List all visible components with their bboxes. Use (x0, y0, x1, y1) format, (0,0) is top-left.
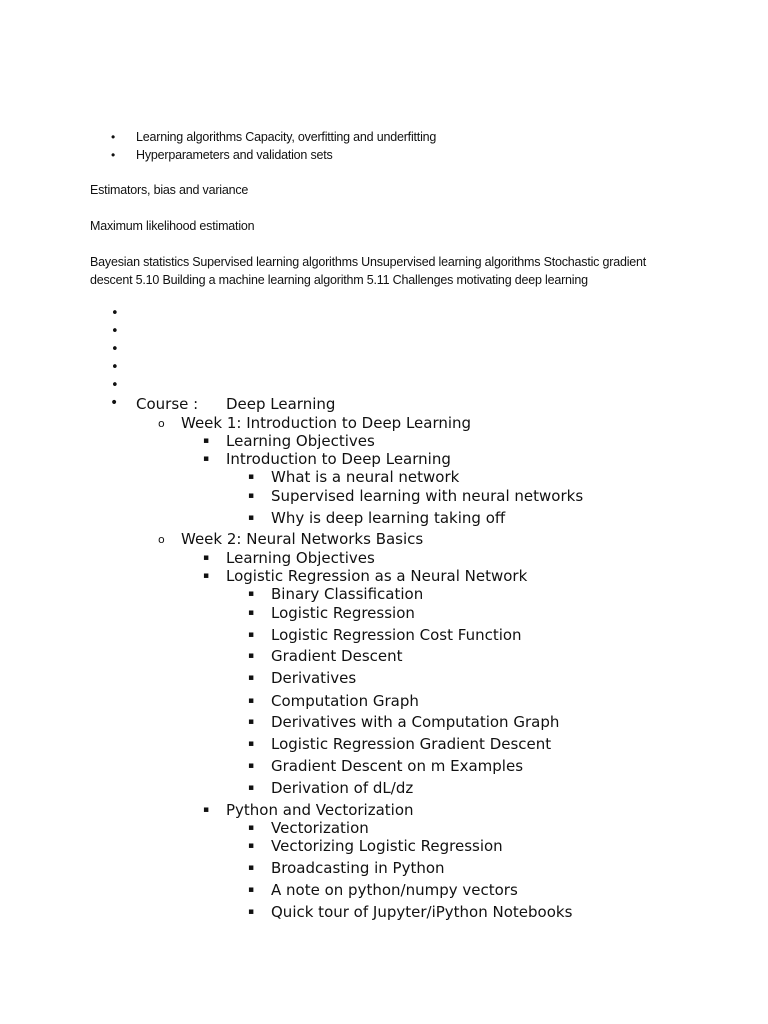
square-marker: ▪ (248, 841, 255, 851)
list-item-text: Quick tour of Jupyter/iPython Notebooks (271, 903, 573, 921)
square-marker: ▪ (248, 863, 255, 873)
square-marker: ▪ (248, 823, 255, 833)
square-marker: ▪ (203, 553, 210, 563)
square-marker: ▪ (248, 589, 255, 599)
square-marker: ▪ (248, 472, 255, 482)
empty-bullet: • (111, 378, 119, 393)
list-item-text: Vectorizing Logistic Regression (271, 837, 503, 855)
list-item-text: Logistic Regression Gradient Descent (271, 735, 552, 753)
square-marker: ▪ (203, 805, 210, 815)
list-item-text: What is a neural network (271, 468, 460, 486)
course-title: Deep Learning (226, 395, 336, 413)
top-bullet-list (0, 128, 768, 164)
square-marker: ▪ (248, 761, 255, 771)
square-marker: ▪ (248, 739, 255, 749)
list-item-text: Logistic Regression as a Neural Network (226, 567, 528, 585)
week-title: Week 1: Introduction to Deep Learning (181, 414, 472, 432)
course-label: Course : (136, 395, 199, 413)
square-marker: ▪ (248, 513, 255, 523)
list-item-text: Learning Objectives (226, 432, 375, 450)
list-item-text: A note on python/numpy vectors (271, 881, 518, 899)
list-item-text: Broadcasting in Python (271, 859, 445, 877)
bullet-marker: • (111, 148, 116, 162)
bullet-marker: • (110, 395, 119, 411)
list-item-text: Computation Graph (271, 692, 419, 710)
list-item-text: Learning algorithms Capacity, overfitting and underfitting (136, 130, 437, 144)
paragraph: Estimators, bias and variance (90, 183, 249, 197)
list-item-text: Introduction to Deep Learning (226, 450, 451, 468)
list-item-text: Why is deep learning taking off (271, 509, 506, 527)
list-item (0, 146, 768, 164)
list-item-text: Gradient Descent on m Examples (271, 757, 524, 775)
empty-bullet: • (111, 342, 119, 357)
paragraph: Bayesian statistics Supervised learning algorithms Unsupervised learning algorithms Stochastic gradient descent 5.10 Building a machine learning algorithm 5.11 Challenges motivating deep learning (90, 255, 647, 287)
list-item-text: Python and Vectorization (226, 801, 414, 819)
square-marker: ▪ (203, 436, 210, 446)
list-item-text: Hyperparameters and validation sets (136, 148, 333, 162)
square-marker: ▪ (248, 907, 255, 917)
square-marker: ▪ (248, 491, 255, 501)
list-item-text: Learning Objectives (226, 549, 375, 567)
list-item-text: Vectorization (271, 819, 369, 837)
square-marker: ▪ (248, 673, 255, 683)
circle-marker: o (158, 533, 165, 546)
square-marker: ▪ (203, 571, 210, 581)
list-item-text: Supervised learning with neural networks (271, 487, 584, 505)
list-item (0, 128, 768, 146)
list-item-text: Derivatives with a Computation Graph (271, 713, 560, 731)
square-marker: ▪ (203, 454, 210, 464)
bullet-marker: • (111, 130, 116, 144)
list-item-text: Derivatives (271, 669, 357, 687)
circle-marker: o (158, 417, 165, 430)
empty-bullet: • (111, 324, 119, 339)
list-item-text: Gradient Descent (271, 647, 403, 665)
square-marker: ▪ (248, 630, 255, 640)
square-marker: ▪ (248, 783, 255, 793)
list-item-text: Logistic Regression (271, 604, 415, 622)
list-item-text: Binary Classification (271, 585, 424, 603)
square-marker: ▪ (248, 608, 255, 618)
paragraph: Maximum likelihood estimation (90, 219, 255, 233)
week-title: Week 2: Neural Networks Basics (181, 530, 424, 548)
square-marker: ▪ (248, 717, 255, 727)
list-item-text: Logistic Regression Cost Function (271, 626, 522, 644)
square-marker: ▪ (248, 885, 255, 895)
empty-bullet: • (111, 360, 119, 375)
list-item-text: Derivation of dL/dz (271, 779, 414, 797)
square-marker: ▪ (248, 696, 255, 706)
empty-bullet: • (111, 306, 119, 321)
square-marker: ▪ (248, 651, 255, 661)
empty-bullet-list (111, 305, 119, 395)
